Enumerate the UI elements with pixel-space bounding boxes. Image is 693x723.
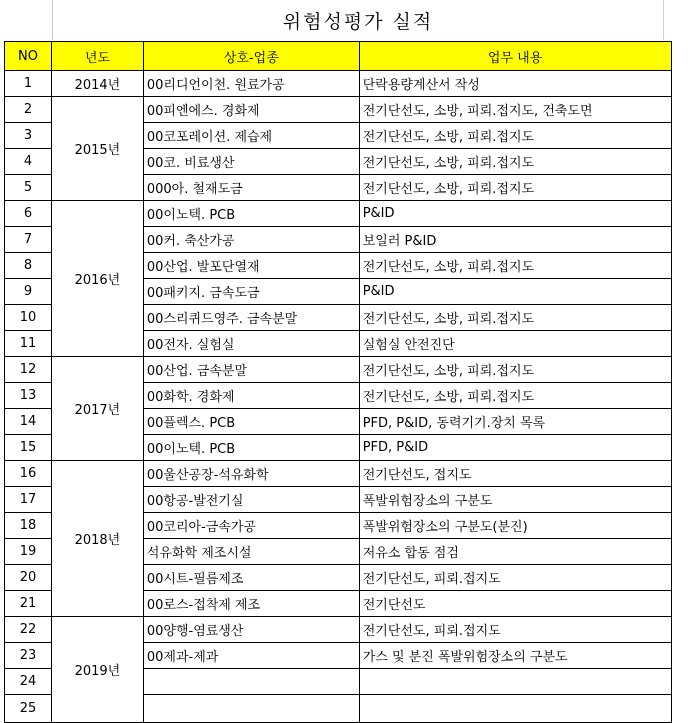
work-cell[interactable] bbox=[359, 669, 671, 695]
work-cell[interactable]: 전기단선도, 피뢰.접지도 bbox=[359, 565, 671, 591]
work-cell[interactable]: 실험실 안전진단 bbox=[359, 331, 671, 357]
company-cell[interactable]: 00울산공장-석유화학 bbox=[143, 461, 359, 487]
work-cell[interactable]: 단락용량계산서 작성 bbox=[359, 71, 671, 97]
table-row bbox=[5, 461, 693, 487]
extra-cell[interactable] bbox=[671, 565, 693, 591]
extra-cell[interactable] bbox=[671, 279, 693, 305]
company-cell[interactable]: 00시트-필름제조 bbox=[143, 565, 359, 591]
row-number-cell[interactable]: 25 bbox=[5, 695, 52, 723]
work-cell[interactable]: 전기단선도, 소방, 피뢰.접지도 bbox=[359, 149, 671, 175]
row-number-cell[interactable]: 18 bbox=[5, 513, 52, 539]
extra-cell[interactable] bbox=[671, 409, 693, 435]
company-cell[interactable]: 00코리아-금속가공 bbox=[143, 513, 359, 539]
year-cell[interactable]: 2016년 bbox=[51, 201, 143, 357]
row-number-cell[interactable]: 9 bbox=[5, 279, 52, 305]
extra-cell[interactable] bbox=[671, 149, 693, 175]
table-body bbox=[5, 71, 693, 723]
extra-cell[interactable] bbox=[671, 383, 693, 409]
work-cell[interactable]: 전기단선도, 소방, 피뢰.접지도 bbox=[359, 305, 671, 331]
extra-cell[interactable] bbox=[671, 669, 693, 695]
title-right-cell[interactable] bbox=[663, 0, 693, 40]
year-cell[interactable]: 2018년 bbox=[51, 461, 143, 617]
row-number-cell[interactable]: 1 bbox=[5, 71, 52, 97]
company-cell[interactable]: 00코포레이션. 제습제 bbox=[143, 123, 359, 149]
table-row bbox=[5, 97, 693, 123]
header-row bbox=[5, 42, 693, 71]
year-cell[interactable]: 2019년 bbox=[51, 617, 143, 723]
row-number-cell[interactable]: 23 bbox=[5, 643, 52, 669]
row-number-cell[interactable]: 3 bbox=[5, 123, 52, 149]
work-cell[interactable]: 전기단선도, 소방, 피뢰.접지도 bbox=[359, 357, 671, 383]
work-cell[interactable]: 전기단선도, 소방, 피뢰.접지도 bbox=[359, 383, 671, 409]
company-cell[interactable]: 00제과-제과 bbox=[143, 643, 359, 669]
year-cell[interactable]: 2015년 bbox=[51, 97, 143, 201]
row-number-cell[interactable]: 4 bbox=[5, 149, 52, 175]
performance-table bbox=[4, 41, 693, 723]
extra-cell[interactable] bbox=[671, 175, 693, 201]
company-cell[interactable]: 00플렉스. PCB bbox=[143, 409, 359, 435]
row-number-cell[interactable]: 5 bbox=[5, 175, 52, 201]
company-cell[interactable]: 00스리퀴드영주. 금속분말 bbox=[143, 305, 359, 331]
row-number-cell[interactable]: 7 bbox=[5, 227, 52, 253]
extra-cell[interactable] bbox=[671, 591, 693, 617]
row-number-cell[interactable]: 13 bbox=[5, 383, 52, 409]
work-cell[interactable]: 폭발위험장소의 구분도 bbox=[359, 487, 671, 513]
extra-cell[interactable] bbox=[671, 357, 693, 383]
work-cell[interactable]: 전기단선도, 소방, 피뢰.접지도 bbox=[359, 175, 671, 201]
extra-cell[interactable] bbox=[671, 513, 693, 539]
extra-cell[interactable] bbox=[671, 487, 693, 513]
work-cell[interactable]: PFD, P&ID bbox=[359, 435, 671, 461]
table-row bbox=[5, 201, 693, 227]
row-number-cell[interactable]: 6 bbox=[5, 201, 52, 227]
work-cell[interactable] bbox=[359, 695, 671, 723]
company-cell[interactable]: 00산업. 금속분말 bbox=[143, 357, 359, 383]
company-cell[interactable] bbox=[143, 669, 359, 695]
table-row bbox=[5, 357, 693, 383]
company-cell[interactable]: 000아. 철재도금 bbox=[143, 175, 359, 201]
row-number-cell[interactable]: 14 bbox=[5, 409, 52, 435]
table-row bbox=[5, 71, 693, 97]
title-left-cell[interactable] bbox=[0, 0, 53, 40]
header-company[interactable]: 상호-업종 bbox=[143, 42, 359, 71]
row-number-cell[interactable]: 24 bbox=[5, 669, 52, 695]
row-number-cell[interactable]: 11 bbox=[5, 331, 52, 357]
extra-cell[interactable] bbox=[671, 331, 693, 357]
extra-cell[interactable] bbox=[671, 435, 693, 461]
row-number-cell[interactable]: 15 bbox=[5, 435, 52, 461]
work-cell[interactable]: PFD, P&ID, 동력기기.장치 목록 bbox=[359, 409, 671, 435]
work-cell[interactable]: 전기단선도, 소방, 피뢰.접지도 bbox=[359, 123, 671, 149]
company-cell[interactable]: 00커. 축산가공 bbox=[143, 227, 359, 253]
row-number-cell[interactable]: 16 bbox=[5, 461, 52, 487]
row-number-cell[interactable]: 12 bbox=[5, 357, 52, 383]
title-row bbox=[0, 0, 693, 40]
company-cell[interactable]: 00이노텍. PCB bbox=[143, 435, 359, 461]
company-cell[interactable]: 00리디언이천. 원료가공 bbox=[143, 71, 359, 97]
extra-cell[interactable] bbox=[671, 617, 693, 643]
sheet-title: 위험성평가 실적 bbox=[282, 10, 434, 33]
header-year[interactable]: 년도 bbox=[51, 42, 143, 71]
extra-cell[interactable] bbox=[671, 305, 693, 331]
work-cell[interactable]: 전기단선도 bbox=[359, 591, 671, 617]
year-cell[interactable]: 2017년 bbox=[51, 357, 143, 461]
company-cell[interactable]: 00화학. 경화제 bbox=[143, 383, 359, 409]
work-cell[interactable]: P&ID bbox=[359, 279, 671, 305]
row-number-cell[interactable]: 21 bbox=[5, 591, 52, 617]
header-work[interactable]: 업무 내용 bbox=[359, 42, 671, 71]
company-cell[interactable]: 00피엔에스. 경화제 bbox=[143, 97, 359, 123]
extra-cell[interactable] bbox=[671, 42, 693, 71]
extra-cell[interactable] bbox=[671, 201, 693, 227]
company-cell[interactable]: 00이노텍. PCB bbox=[143, 201, 359, 227]
header-no[interactable]: NO bbox=[5, 42, 52, 71]
company-cell[interactable]: 00산업. 발포단열재 bbox=[143, 253, 359, 279]
extra-cell[interactable] bbox=[671, 695, 693, 723]
work-cell[interactable]: 폭발위험장소의 구분도(분진) bbox=[359, 513, 671, 539]
row-number-cell[interactable]: 17 bbox=[5, 487, 52, 513]
work-cell[interactable]: 저유소 합동 점검 bbox=[359, 539, 671, 565]
work-cell[interactable]: 전기단선도, 소방, 피뢰.접지도 bbox=[359, 253, 671, 279]
work-cell[interactable]: P&ID bbox=[359, 201, 671, 227]
extra-cell[interactable] bbox=[671, 97, 693, 123]
work-cell[interactable]: 가스 및 분진 폭발위험장소의 구분도 bbox=[359, 643, 671, 669]
company-cell[interactable]: 00로스-접착제 제조 bbox=[143, 591, 359, 617]
work-cell[interactable]: 전기단선도, 피뢰.접지도 bbox=[359, 617, 671, 643]
extra-cell[interactable] bbox=[671, 227, 693, 253]
company-cell[interactable]: 00패키지. 금속도금 bbox=[143, 279, 359, 305]
company-cell[interactable] bbox=[143, 695, 359, 723]
extra-cell[interactable] bbox=[671, 539, 693, 565]
extra-cell[interactable] bbox=[671, 643, 693, 669]
extra-cell[interactable] bbox=[671, 253, 693, 279]
row-number-cell[interactable]: 2 bbox=[5, 97, 52, 123]
table-row bbox=[5, 617, 693, 643]
company-cell[interactable]: 석유화학 제조시설 bbox=[143, 539, 359, 565]
extra-cell[interactable] bbox=[671, 123, 693, 149]
row-number-cell[interactable]: 8 bbox=[5, 253, 52, 279]
row-number-cell[interactable]: 10 bbox=[5, 305, 52, 331]
year-cell[interactable]: 2014년 bbox=[51, 71, 143, 97]
row-number-cell[interactable]: 20 bbox=[5, 565, 52, 591]
work-cell[interactable]: 보일러 P&ID bbox=[359, 227, 671, 253]
extra-cell[interactable] bbox=[671, 71, 693, 97]
company-cell[interactable]: 00양행-염료생산 bbox=[143, 617, 359, 643]
company-cell[interactable]: 00전자. 실험실 bbox=[143, 331, 359, 357]
row-number-cell[interactable]: 19 bbox=[5, 539, 52, 565]
company-cell[interactable]: 00코. 비료생산 bbox=[143, 149, 359, 175]
extra-cell[interactable] bbox=[671, 461, 693, 487]
work-cell[interactable]: 전기단선도, 소방, 피뢰.접지도, 건축도면 bbox=[359, 97, 671, 123]
work-cell[interactable]: 전기단선도, 접지도 bbox=[359, 461, 671, 487]
row-number-cell[interactable]: 22 bbox=[5, 617, 52, 643]
company-cell[interactable]: 00항공-발전기실 bbox=[143, 487, 359, 513]
